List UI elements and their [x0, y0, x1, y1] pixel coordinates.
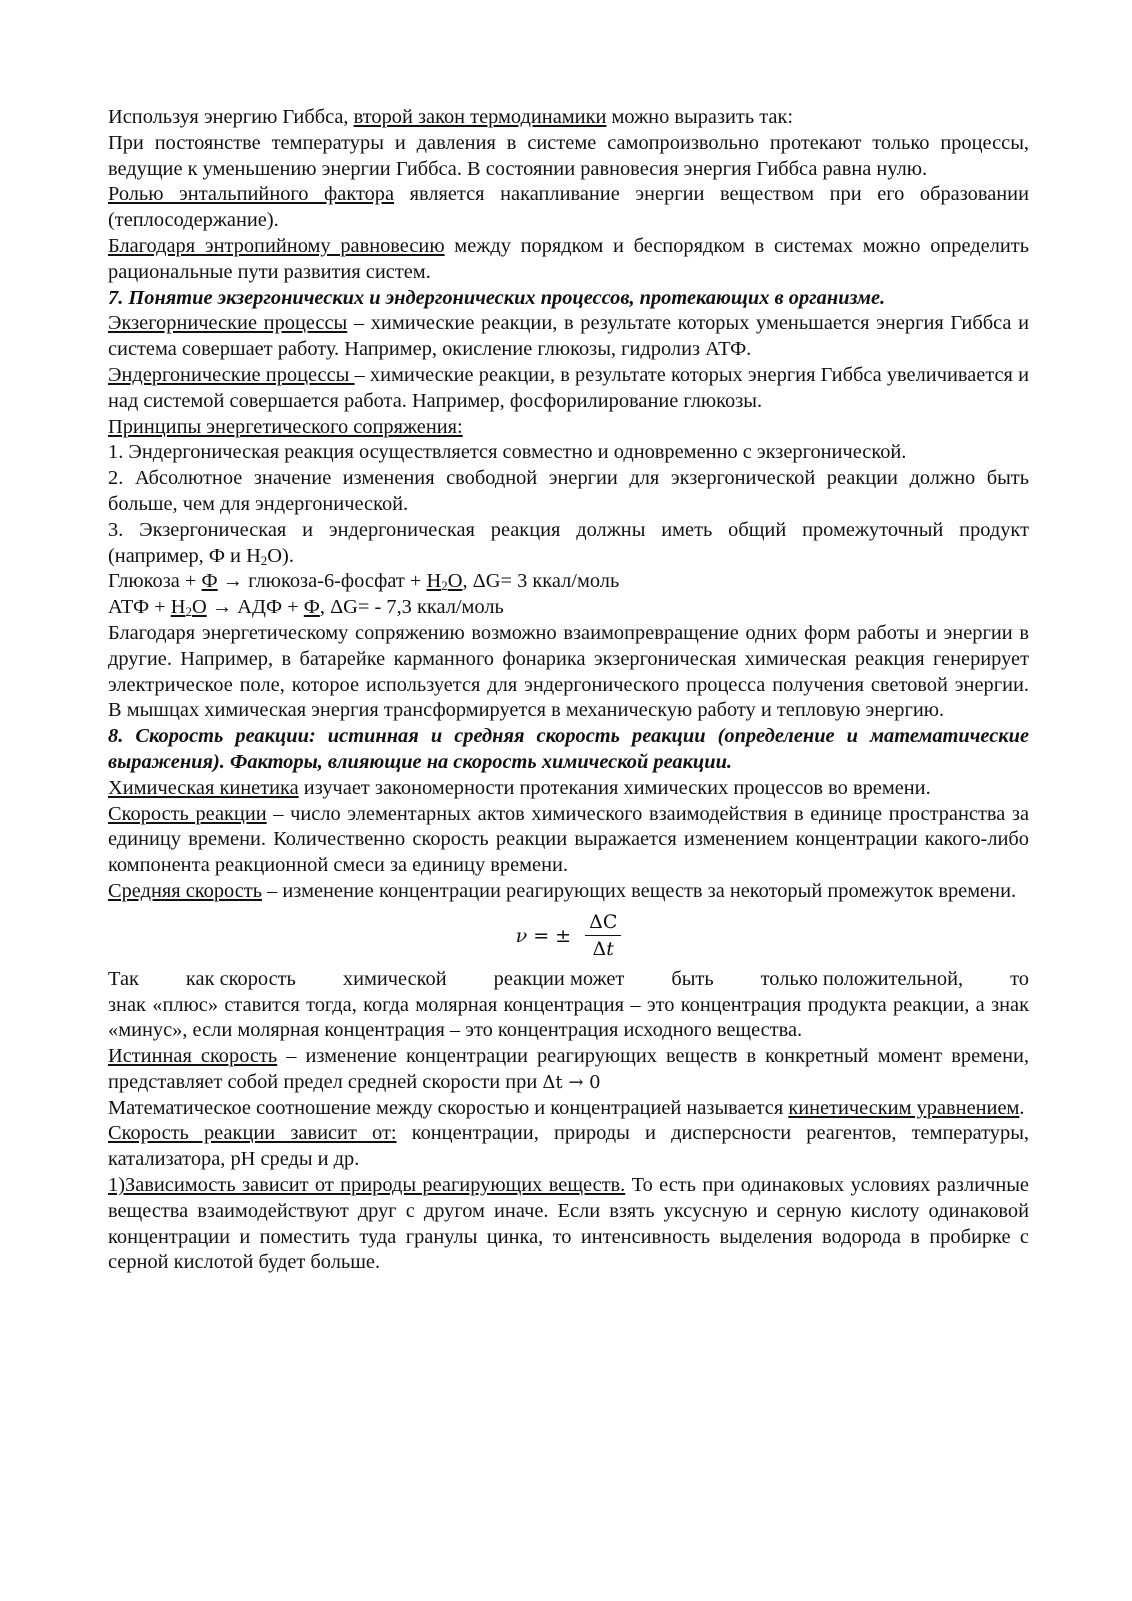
word: то: [1010, 967, 1029, 990]
subscript: 2: [441, 578, 448, 594]
underlined-term: Принципы энергетического сопряжения:: [108, 415, 463, 438]
underlined-term: [171, 596, 207, 618]
text: , ΔG= - 7,3 ккал/моль: [319, 596, 504, 619]
formula-denominator: [593, 936, 614, 961]
paragraph-reaction-rate: [108, 802, 1029, 879]
text: O: [191, 596, 207, 619]
subscript: 2: [260, 552, 268, 568]
text: H: [426, 570, 442, 593]
paragraph-endergonic: [108, 363, 1029, 415]
text: – химические реакции, в результате которых энергия Гиббса увеличивается и над системой совершается работа. Например, фосфорилирование глюкозы.: [108, 363, 1029, 412]
underlined-term: Скорость реакции зависит от:: [108, 1122, 397, 1145]
text: O: [447, 570, 463, 593]
text: является накапливание энергии веществом при его образовании (теплосодержание).: [108, 183, 1029, 232]
word: химической: [342, 967, 447, 990]
paragraph-true-rate: [108, 1044, 1029, 1096]
text: То есть при одинаковых условиях различные вещества взаимодействуют друг с другом иначе. Если взять уксусную и серную кислоту одинаковой концентрации и поместить туда гранулы цинка, то интенсивность выделения водорода в пробирке с серной кислотой будет больше.: [108, 1174, 1029, 1274]
underlined-term: второй закон термодинамики: [353, 106, 607, 128]
text: → АДФ +: [206, 596, 304, 619]
paragraph-entropy: [108, 234, 1029, 286]
formula-numerator: ΔC: [585, 910, 621, 936]
paragraph-second-law: При постоянстве температуры и давления в системе самопроизвольно протекают только процессы, ведущие к уменьшению энергии Гиббса. В состоянии равновесия энергия Гиббса равна нулю.: [108, 131, 1029, 180]
paragraph-average-rate: [108, 879, 1029, 905]
paragraph-rate-factors: [108, 1121, 1029, 1173]
paragraph-coupling-principles: [108, 415, 1029, 441]
text: концентрации, природы и дисперсности реагентов, температуры, катализатора, pH среды и др.: [108, 1122, 1029, 1171]
underlined-term: Эндергонические процессы: [108, 363, 355, 386]
inline-math: Δt → 0: [542, 1071, 601, 1093]
paragraph-kinetic-equation: [108, 1096, 1029, 1122]
text: – изменение концентрации реагирующих веществ за некоторый промежуток времени.: [262, 879, 1017, 902]
underlined-term: [426, 570, 462, 592]
equation-atp: [108, 595, 1029, 621]
text: Используя энергию Гиббса,: [108, 106, 354, 128]
paragraph-gibbs-intro: [108, 105, 1029, 131]
underlined-term: Скорость реакции: [108, 802, 267, 825]
list-item-2: 2. Абсолютное значение изменения свободной энергии для экзергонической реакции должно быть больше, чем для эндергонической.: [108, 467, 1029, 515]
text: 3. Экзергоническая и эндергоническая реакция должны иметь общий промежуточный продукт (например, Ф и H: [108, 518, 1029, 567]
paragraph-exergonic: [108, 311, 1029, 363]
text: можно выразить так:: [606, 106, 794, 128]
word: реакции может: [493, 967, 625, 990]
section-heading-7: 7. Понятие экзергонических и эндергонических процессов, протекающих в организме.: [108, 286, 886, 309]
paragraph-enthalpy: [108, 182, 1029, 234]
text: .: [1019, 1096, 1025, 1119]
text: – химические реакции, в результате которых уменьшается энергия Гиббса и система совершает работу. Например, окисление глюкозы, гидролиз АТФ.: [108, 312, 1029, 361]
paragraph-sign-rest: знак «плюс» ставится тогда, когда молярная концентрация – это концентрация продукта реакции, а знак «минус», если молярная концентрация – это концентрация исходного вещества.: [108, 993, 1029, 1042]
underlined-term: Благодаря энтропийному равновесию: [108, 234, 445, 257]
underlined-term: Средняя скорость: [108, 879, 262, 902]
underlined-term: Истинная скорость: [108, 1045, 278, 1068]
formula-lhs: ν = ±: [515, 924, 572, 947]
text: изучает закономерности протекания химических процессов во времени.: [298, 776, 931, 799]
underlined-term: Ф: [303, 596, 320, 619]
rate-formula: [108, 905, 1029, 967]
text: АТФ +: [108, 596, 171, 619]
underlined-term: Ролью энтальпийного фактора: [108, 183, 395, 206]
text: между порядком и беспорядком в системах можно определить рациональные пути развития систем.: [108, 234, 1030, 283]
word: быть: [671, 967, 714, 990]
formula-fraction: [585, 910, 621, 961]
paragraph-nature-of-reactants: [108, 1173, 1029, 1276]
section-heading-8: 8. Скорость реакции: истинная и средняя скорость реакции (определение и математические выражения). Факторы, влияющие на скорость химической реакции.: [108, 725, 1029, 773]
underlined-term: Ф: [201, 570, 218, 593]
subscript: 2: [185, 604, 192, 620]
equation-glucose: [108, 569, 1029, 595]
text: t: [606, 938, 614, 961]
text: – изменение концентрации реагирующих веществ в конкретный момент времени, представляет собой предел средней скорости при: [108, 1045, 1029, 1093]
text: Математическое соотношение между скоростью и концентрацией называется: [108, 1096, 789, 1119]
text: – число элементарных актов химического взаимодействия в единице пространства за единицу времени. Количественно скорость реакции выражается изменением концентрации какого-либо компонента реакционной смеси за единицу времени.: [108, 802, 1029, 877]
list-item-1: 1. Эндергоническая реакция осуществляется совместно и одновременно с экзергонической.: [108, 441, 907, 464]
text: Δ: [592, 938, 607, 961]
text: H: [170, 596, 186, 619]
list-item-3: [108, 518, 1029, 570]
word: как скорость: [185, 967, 296, 990]
word: только положительной,: [760, 967, 964, 990]
text: , ΔG= 3 ккал/моль: [462, 570, 620, 593]
paragraph-energy-coupling: Благодаря энергетическому сопряжению возможно взаимопревращение одних форм работы и энергии в другие. Например, в батарейке карманного фонарика экзергоническая химическая реакция генерирует электрическое поле, которое используется для эндергонического процесса получения световой энергии. В мышцах химическая энергия трансформируется в механическую работу и тепловую энергию.: [108, 621, 1029, 722]
text: Глюкоза +: [108, 570, 202, 593]
underlined-term: 1)Зависимость зависит от природы реагирующих веществ.: [108, 1174, 626, 1197]
underlined-term: Химическая кинетика: [108, 776, 299, 799]
underlined-term: кинетическим уравнением: [788, 1096, 1020, 1119]
underlined-term: Экзегорнические процессы: [108, 312, 348, 335]
paragraph-sign-line-1: [108, 967, 1029, 993]
text: → глюкоза-6-фосфат +: [217, 570, 427, 593]
word: Так: [108, 967, 139, 990]
paragraph-kinetics: [108, 776, 1029, 802]
text: O).: [267, 544, 294, 567]
